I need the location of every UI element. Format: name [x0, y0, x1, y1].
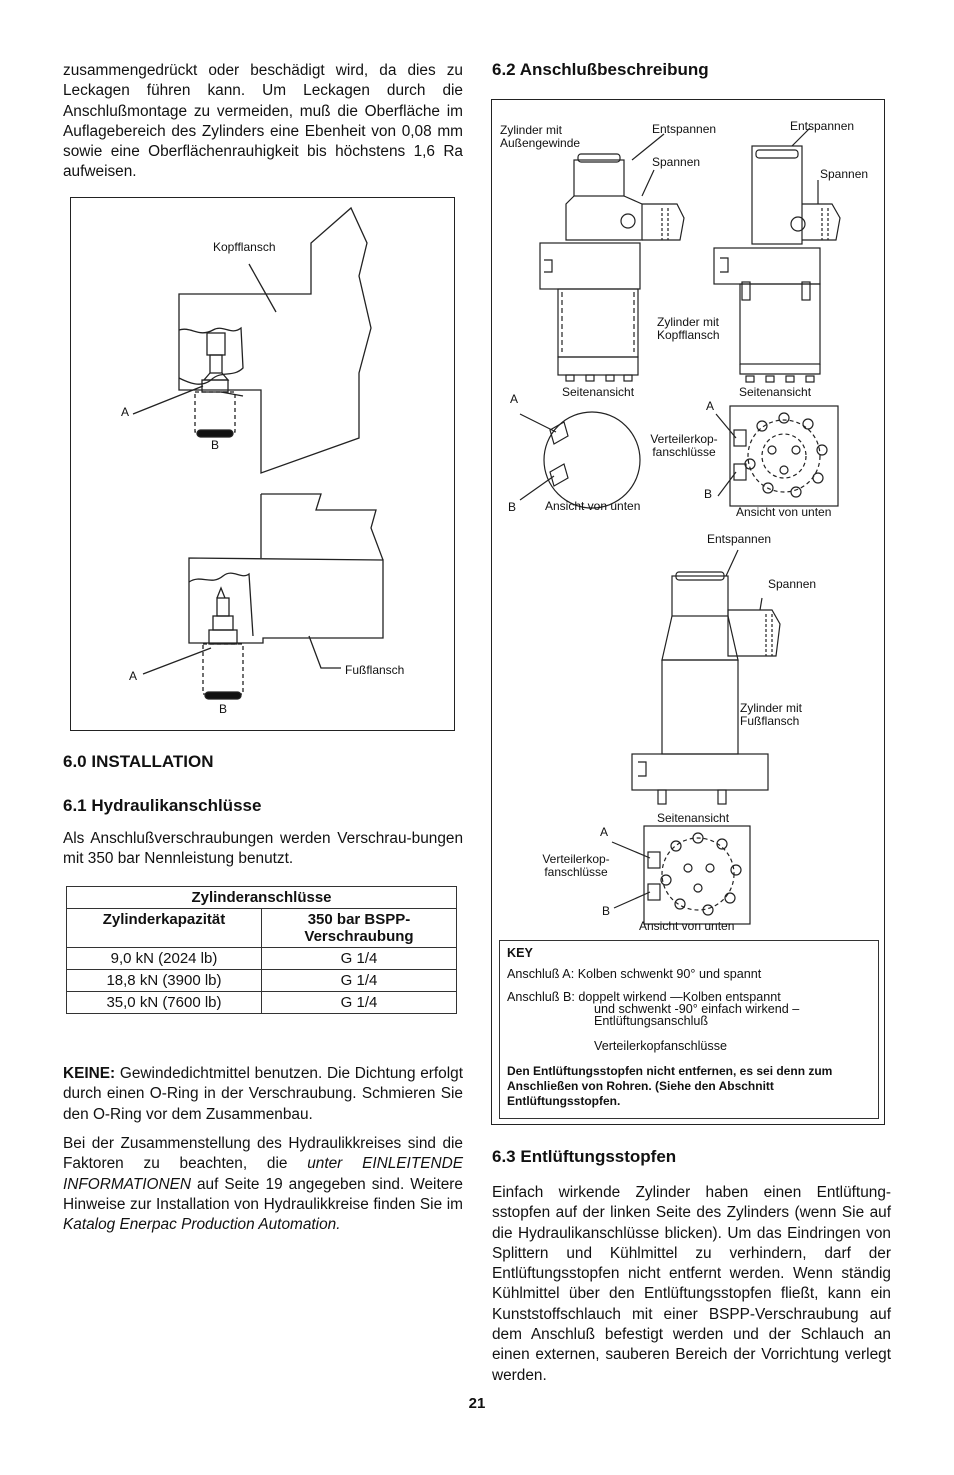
key-warning: Den Entlüftungsstopfen nicht entfernen, es sei denn zum Anschließen von Rohren. (Siehe den Abschnitt Entlüftungsstopfen. [507, 1064, 833, 1108]
intro-paragraph: zusammengedrückt oder beschädigt wird, da dies zu Leckagen führen kann. Um Leckagen durch die Anschlußmontage zu vermeiden, muß die Oberfläche im Auflagebereich des Zylinders eine Ebenheit von 0,08 mm sowie eine Oberflächenrauhigkeit bis höchstens 1,6 Ra aufweisen. [63, 62, 463, 181]
label-a-top: A [121, 405, 130, 419]
table-row [67, 970, 457, 992]
label-kopfflansch: Kopfflansch [213, 240, 276, 254]
label-entspannen-1: Entspannen [652, 122, 717, 136]
key-line-b1: Anschluß B: doppelt wirkend —Kolben entspannt [507, 990, 781, 1004]
assembly-italic-1: unter EINLEITENDE INFORMATIONEN [63, 1155, 463, 1193]
keine-label: KEINE: [63, 1065, 116, 1082]
key-line-verteiler: Verteilerkopfanschlüsse [594, 1039, 728, 1053]
table-cell: 9,0 kN (2024 lb) [67, 948, 262, 970]
table-row [67, 992, 457, 1014]
table-cell: G 1/4 [262, 992, 457, 1014]
assembly-text-2: auf Seite 19 angegeben sind. Weitere Hinweise zur Installation von Hydraulikkreise finden Sie im [63, 1175, 463, 1213]
flange-figure [70, 197, 455, 731]
assembly-text-1: Bei der Zusammenstellung des Hydraulikkreises sind die Faktoren zu beachten, die [63, 1135, 463, 1173]
hydraulik-text: Als Anschlußverschraubungen werden Verschrau-bungen mit 350 bar Nennleistung benutzt. [63, 830, 463, 868]
keine-paragraph [63, 1064, 463, 1125]
table-cell: G 1/4 [262, 970, 457, 992]
label-unten-3: Ansicht von unten [639, 919, 735, 933]
section-entlueftung: 6.3 Entlüftungsstopfen [492, 1147, 677, 1166]
label-a-3: A [600, 825, 609, 839]
label-zyl-aussen: Zylinder mit Außengewinde [500, 123, 581, 150]
key-line-b3: Entlüftungsanschluß [594, 1014, 709, 1028]
key-line-b2: und schwenkt -90° einfach wirkend – [594, 1002, 800, 1016]
flange-drawing [71, 198, 456, 732]
label-zyl-fuss: Zylinder mit Fußflansch [740, 701, 803, 728]
label-spannen-1: Spannen [652, 155, 701, 169]
key-title: KEY [507, 946, 533, 960]
table-cell: G 1/4 [262, 948, 457, 970]
table-col-thread: 350 bar BSPP-Verschraubung [262, 909, 457, 948]
label-fussflansch: Fußflansch [345, 663, 405, 677]
table-row [67, 948, 457, 970]
label-b-bottom: B [219, 702, 228, 716]
label-entspannen-3: Entspannen [707, 532, 772, 546]
label-unten-1: Ansicht von unten [545, 499, 641, 513]
key-box [499, 940, 879, 1119]
section-anschluss: 6.2 Anschlußbeschreibung [492, 60, 709, 79]
table-cell: 18,8 kN (3900 lb) [67, 970, 262, 992]
label-a-1: A [510, 392, 519, 406]
label-spannen-3: Spannen [768, 577, 817, 591]
label-b-2: B [704, 487, 713, 501]
section-hydraulik: 6.1 Hydraulikanschlüsse [63, 796, 262, 815]
section-installation: 6.0 INSTALLATION [63, 752, 214, 771]
assembly-italic-2: Katalog Enerpac Production Automation. [63, 1216, 341, 1234]
label-a-2: A [706, 399, 715, 413]
label-b-1: B [508, 500, 517, 514]
label-b-3: B [602, 904, 611, 918]
keine-text: Gewindedichtmittel benutzen. Die Dichtung erfolgt durch einen O-Ring in der Verschraubung. Schmieren Sie den O-Ring vor dem Zusammenbau. [63, 1065, 463, 1123]
table-title: Zylinderanschlüsse [67, 887, 457, 909]
table-col-capacity: Zylinderkapazität [67, 909, 262, 948]
connection-table [66, 886, 457, 1014]
label-a-bottom: A [129, 669, 138, 683]
entlueftung-text: Einfach wirkende Zylinder haben einen Entlüftung-sstopfen auf der linken Seite des Zylinders (wenn Sie auf die Hydraulikanschlüsse blicken). Um das Eindringen von Splittern und Kühlmittel zu verhindern, darf der Entlüftungsstopfen nicht entfernt werden. Wenn ständig Kühlmittel über den Entlüftungsstopfen fließt, kann ein Kunststoffschlauch mit einer BSPP-Verschraubung auf dem Anschluß befestigt werden und der Schlauch an einen externen, sauberen Bereich der Vorrichtung verlegt werden. [492, 1184, 891, 1384]
label-seitenansicht-1: Seitenansicht [562, 385, 635, 399]
label-b-top: B [211, 438, 220, 452]
page-number: 21 [468, 1395, 486, 1412]
label-unten-2: Ansicht von unten [736, 505, 832, 519]
label-entspannen-2: Entspannen [790, 119, 855, 133]
assembly-paragraph [63, 1134, 463, 1235]
key-line-a: Anschluß A: Kolben schwenkt 90° und spannt [507, 967, 762, 981]
label-seitenansicht-2: Seitenansicht [739, 385, 812, 399]
table-cell: 35,0 kN (7600 lb) [67, 992, 262, 1014]
cylinder-figure [491, 99, 885, 1125]
label-verteiler-1: Verteilerkop-fanschlüsse [650, 432, 718, 459]
label-spannen-2: Spannen [820, 167, 869, 181]
label-verteiler-2: Verteilerkop-fanschlüsse [542, 852, 610, 879]
label-zyl-kopf: Zylinder mit Kopfflansch [657, 315, 720, 342]
label-seitenansicht-3: Seitenansicht [657, 811, 730, 825]
